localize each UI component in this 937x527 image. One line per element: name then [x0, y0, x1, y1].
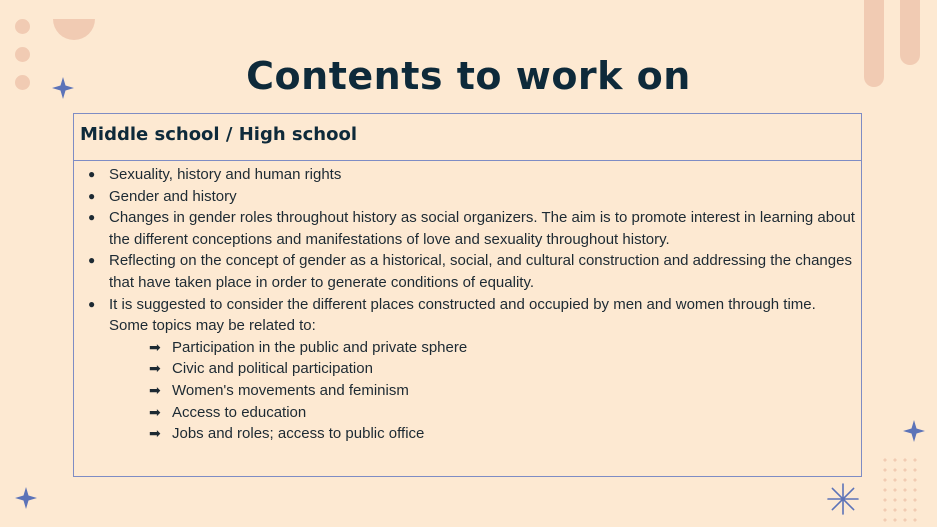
sub-list-item-text: Jobs and roles; access to public office — [172, 425, 425, 443]
sub-list-item — [149, 380, 859, 402]
bullet-dot-icon: ● — [88, 167, 96, 181]
list-item-text: It is suggested to consider the different places constructed and occupied by men and women through time. Some topics may be related to: — [109, 295, 816, 335]
panel-heading: Middle school / High school — [74, 114, 861, 161]
sub-list-item — [149, 402, 859, 424]
arrow-right-icon: ➡ — [149, 360, 161, 377]
list-item-text: Sexuality, history and human rights — [109, 166, 342, 183]
slide-title: Contents to work on — [246, 54, 691, 98]
sub-list-item-text: Access to education — [172, 403, 307, 421]
sparkle-star-icon — [903, 420, 925, 442]
sub-list-item — [149, 423, 859, 445]
bullet-list — [88, 164, 861, 445]
bullet-dot-icon: ● — [88, 210, 96, 225]
sparkle-star-icon — [15, 487, 37, 509]
arrow-right-icon: ➡ — [149, 338, 161, 355]
decorative-dot-grid — [880, 455, 920, 525]
arrow-right-icon: ➡ — [149, 425, 161, 442]
sub-list-item — [149, 337, 859, 359]
arrow-right-icon: ➡ — [149, 381, 161, 398]
bullet-dot-icon: ● — [88, 296, 96, 311]
sub-list — [109, 337, 859, 445]
panel-body — [74, 161, 861, 445]
bullet-dot-icon: ● — [88, 188, 96, 203]
list-item — [88, 294, 859, 445]
list-item-text: Changes in gender roles throughout history as social organizers. The aim is to promote interest in learning about the different conceptions and manifestations of love and sexuality throughout history. — [109, 209, 855, 248]
list-item — [88, 186, 859, 208]
list-item-text: Reflecting on the concept of gender as a historical, social, and cultural construction and addressing the changes that have taken place in order to generate conditions of equality. — [109, 252, 852, 291]
sub-list-item-text: Women's movements and feminism — [172, 381, 409, 399]
list-item — [88, 250, 859, 293]
sub-list-item — [149, 358, 859, 380]
asterisk-icon — [826, 482, 860, 516]
bullet-dot-icon: ● — [88, 253, 96, 268]
decorative-dot — [15, 19, 30, 34]
list-item — [88, 164, 859, 186]
sub-list-item-text: Civic and political participation — [172, 360, 373, 378]
decorative-half-circle — [53, 19, 95, 40]
list-item — [88, 207, 859, 250]
content-panel — [73, 113, 862, 477]
arrow-right-icon: ➡ — [149, 403, 161, 420]
sub-list-item-text: Participation in the public and private sphere — [172, 338, 468, 356]
list-item-text: Gender and history — [109, 187, 237, 205]
